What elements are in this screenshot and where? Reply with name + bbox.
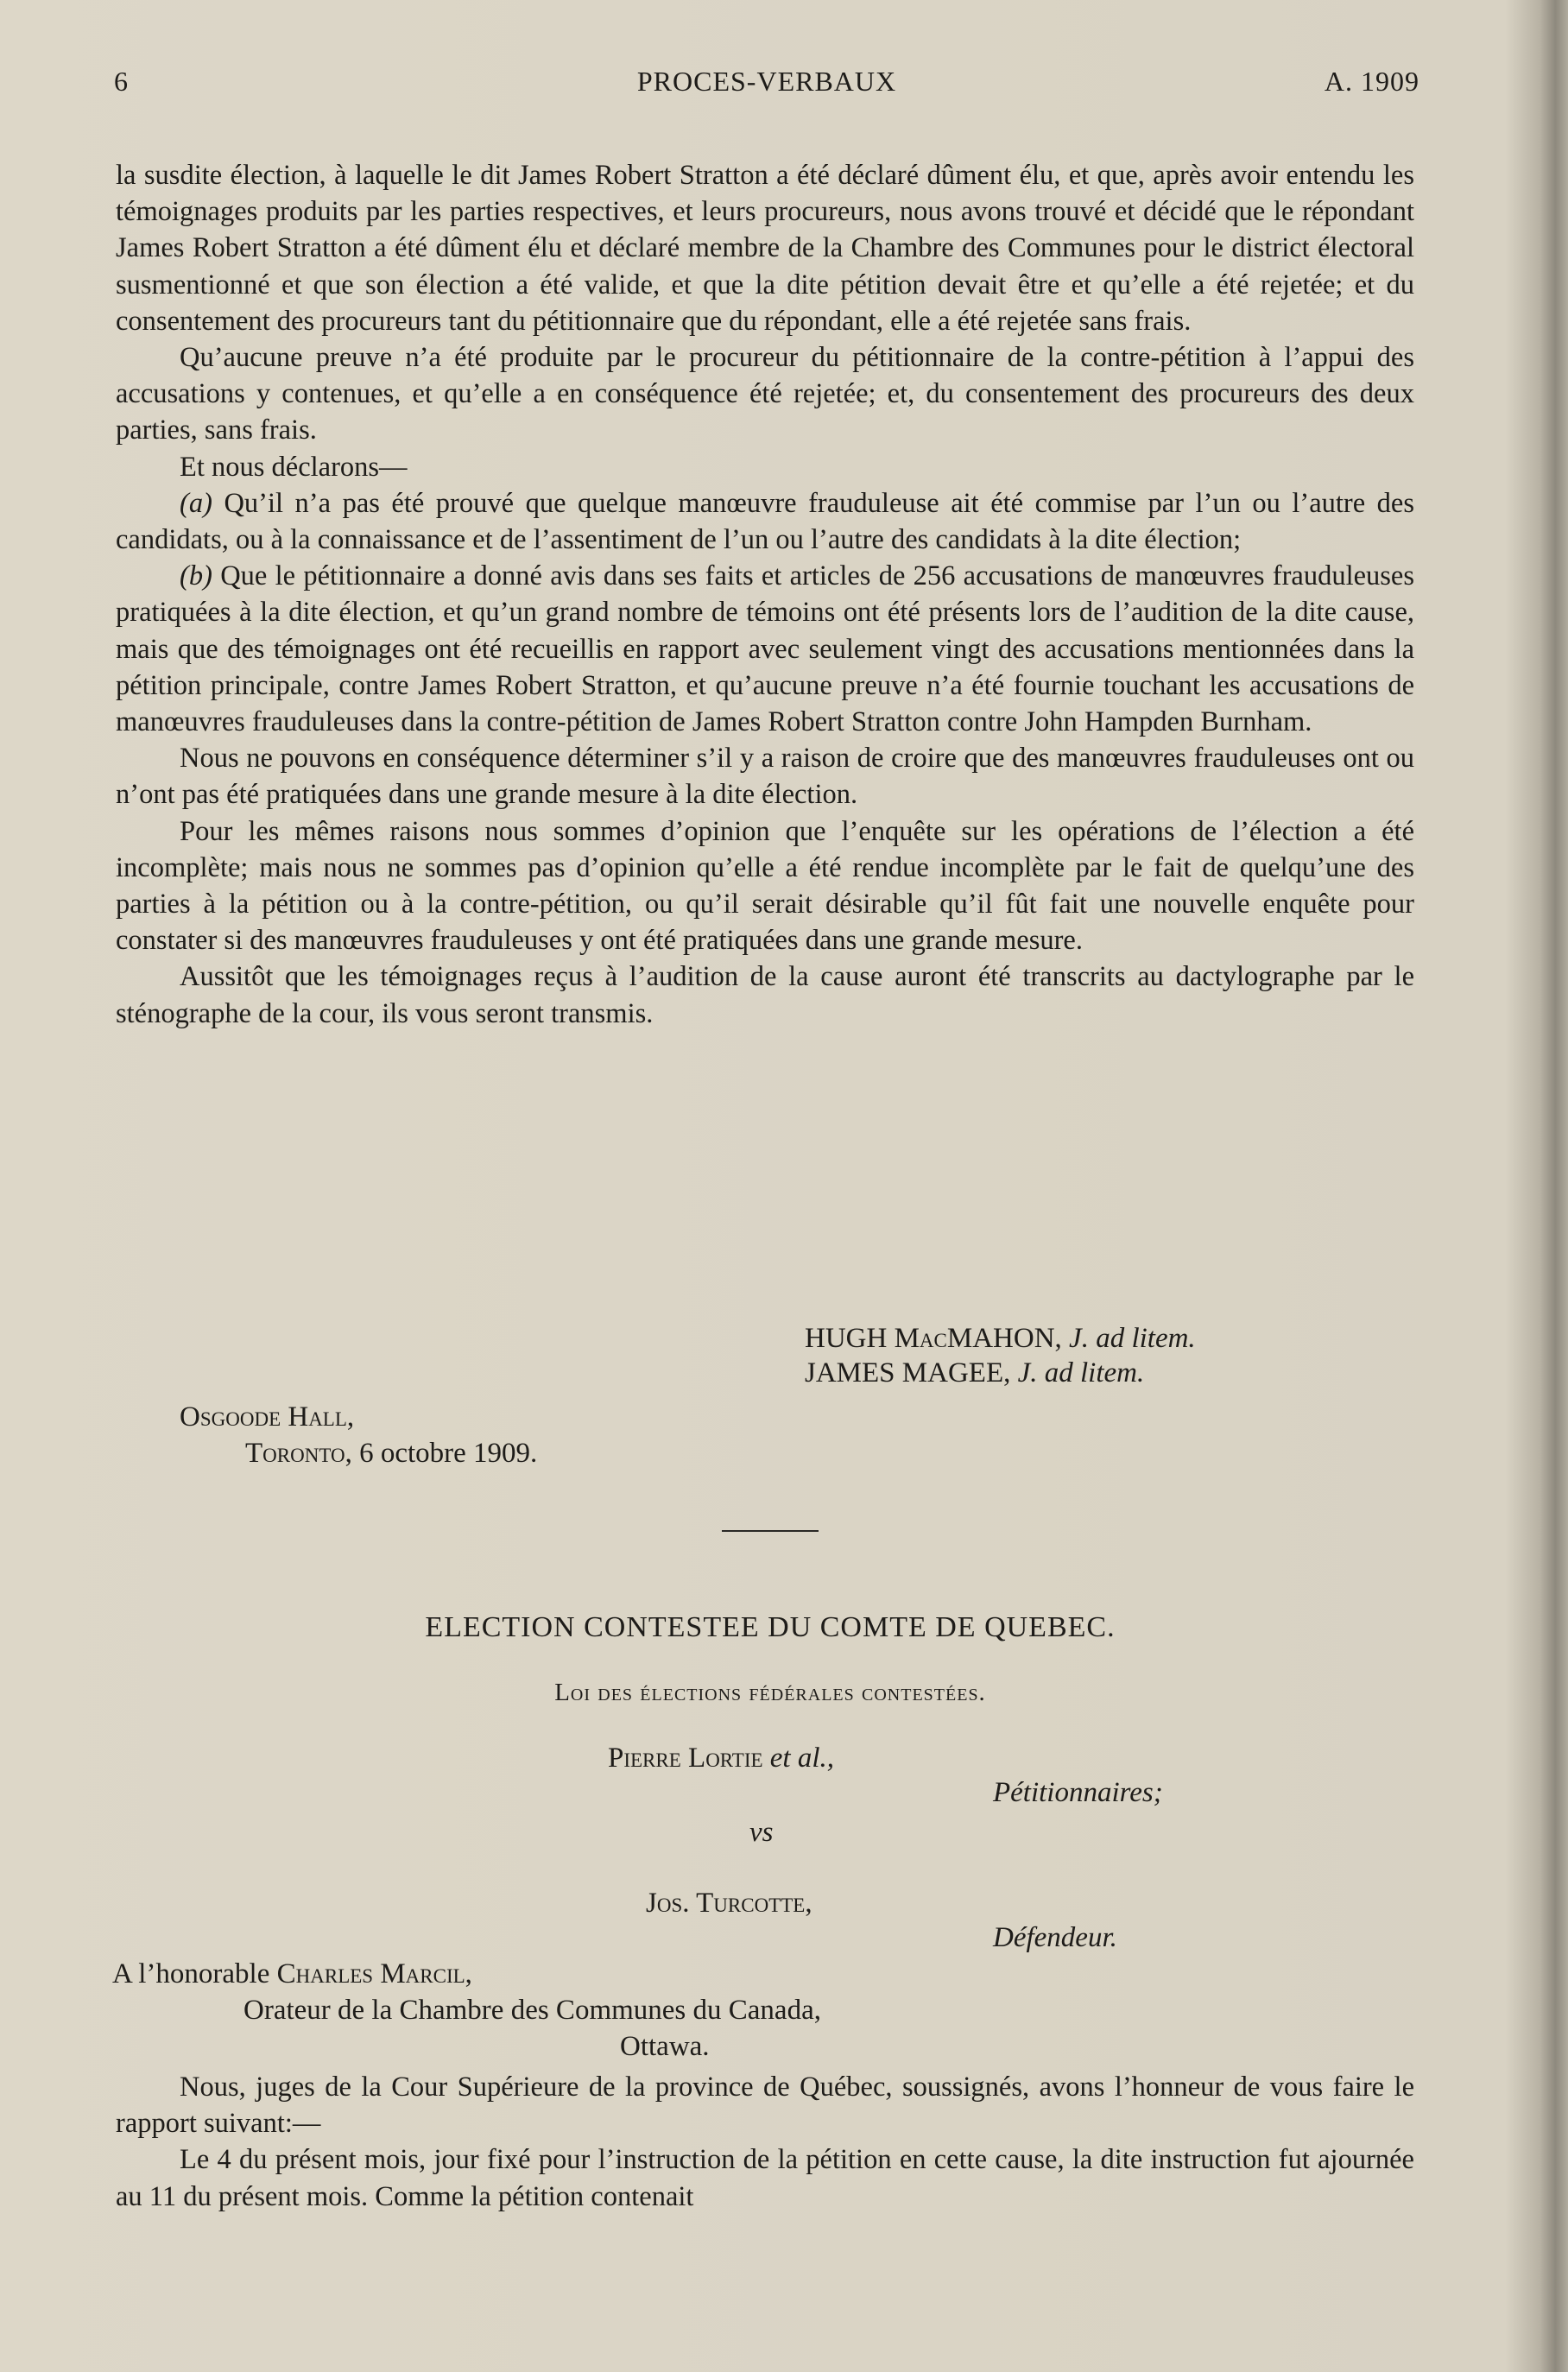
paragraph: Qu’aucune preuve n’a été produite par le procureur du pétitionnaire de la contre-pétition à l’appui des accusations y contenues, et qu’elle a en conséquence été rejetée; et, du consentement des procureurs des deux parties, sans frais. — [116, 342, 1414, 446]
signature-block — [805, 1321, 1196, 1390]
paragraph: Nous, juges de la Cour Supérieure de la province de Québec, soussignés, avons l’honneur de vous faire le rapport suivant:— — [116, 2072, 1414, 2140]
judge-role: J. ad litem. — [1017, 1357, 1145, 1388]
judge-role: J. ad litem. — [1069, 1323, 1196, 1354]
place-date — [180, 1399, 537, 1471]
paragraph: Pour les mêmes raisons nous sommes d’opinion que l’enquête sur les opérations de l’élection a été incomplète; mais nous ne sommes pas d’opinion qu’elle a été rendue incomplète par le fait de quelqu’une des parties à la pétition ou à la contre-pétition, ou qu’il serait désirable qu’il fût fait une nouvelle enquête pour constater si des manœuvres frauduleuses y ont été pratiquées dans une grande mesure. — [116, 815, 1414, 957]
section-title: ELECTION CONTESTEE DU COMTE DE QUEBEC. — [425, 1611, 1116, 1643]
date-line — [180, 1435, 537, 1471]
paragraph-a — [116, 485, 1414, 558]
paragraph-text: Que le pétitionnaire a donné avis dans ses faits et articles de 256 accusations de manœuvres frauduleuses pratiquées à la dite élection, et qu’un grand nombre de témoins ont été présents lors de l’audition de la dite cause, mais que des témoignages ont été recueillis en rapport avec seulement vingt des accusations mentionnées dans la pétition principale, contre James Robert Stratton, et qu’aucune preuve n’a été fournie touchant les accusations de manœuvres frauduleuses dans la contre-pétition de James Robert Stratton contre John Hampden Burnham. — [116, 560, 1415, 738]
paragraph: Le 4 du présent mois, jour fixé pour l’instruction de la pétition en cette cause, la dite instruction fut ajournée au 11 du présent mois. Comme la pétition contenait — [116, 2144, 1414, 2212]
report-body — [116, 157, 1414, 1032]
paragraph: la susdite élection, à laquelle le dit James Robert Stratton a été déclaré dûment élu, et que, après avoir entendu les témoignages produits par les parties respectives, et leurs procureurs, nous avons trouvé et décidé que le répondant James Robert Stratton a été dûment élu et déclaré membre de la Chambre des Communes pour le district électoral susmentionné et que son élection a été valide, et que la dite pétition devait être et qu’elle a été rejetée; et du consentement des procureurs tant du pétitionnaire que du répondant, elle a été rejetée sans frais. — [116, 160, 1414, 337]
year-label: A. 1909 — [1324, 66, 1419, 97]
addressee-prefix: A l’honorable — [112, 1958, 270, 1989]
signature-magee — [805, 1356, 1196, 1390]
addressee-city: Ottawa. — [620, 2031, 710, 2062]
city: Toronto, — [245, 1438, 352, 1469]
law-subtitle: Loi des élections fédérales contestées. — [554, 1679, 986, 1706]
paragraph: Et nous déclarons— — [180, 451, 408, 483]
petitioner-name: Pierre Lortie — [608, 1743, 763, 1774]
judge-name: JAMES MAGEE, — [805, 1357, 1011, 1388]
item-marker: (a) — [180, 487, 212, 519]
versus: vs — [749, 1817, 774, 1848]
paragraph: Nous ne pouvons en conséquence déterminer s’il y a raison de croire que des manœuvres frauduleuses ont ou n’ont pas été pratiquées dans une grande mesure à la dite élection. — [116, 743, 1414, 811]
page-header — [114, 66, 1419, 107]
addressee-name: Charles Marcil, — [276, 1958, 472, 1989]
paragraph: Aussitôt que les témoignages reçus à l’audition de la cause auront été transcrits au dactylographe par le sténographe de la cour, ils vous seront transmis. — [116, 961, 1414, 1029]
report-body-2 — [116, 2069, 1414, 2215]
addressee — [112, 1958, 472, 1990]
petitioner-role: Pétitionnaires; — [993, 1777, 1163, 1808]
petitioner-etal: et al., — [769, 1743, 835, 1774]
paragraph-text: Qu’il n’a pas été prouvé que quelque manœuvre frauduleuse ait été commise par l’un ou l’autre des candidats, ou à la connaissance et de l’assentiment de l’un ou l’autre des candidats à la dite élection; — [116, 487, 1415, 556]
running-title: PROCES-VERBAUX — [636, 66, 897, 97]
signature-macmahon — [805, 1321, 1196, 1356]
section-divider — [722, 1530, 819, 1532]
date: 6 octobre 1909. — [359, 1438, 538, 1469]
addressee-title: Orateur de la Chambre des Communes du Canada, — [243, 1995, 821, 2026]
place-line: Osgoode Hall, — [180, 1401, 355, 1433]
page-number: 6 — [114, 66, 129, 97]
item-marker: (b) — [180, 560, 212, 592]
petitioner — [608, 1743, 834, 1774]
defendant-name: Jos. Turcotte, — [646, 1888, 812, 1919]
defendant-role: Défendeur. — [993, 1922, 1117, 1953]
paragraph-b — [116, 558, 1414, 740]
judge-name: HUGH MacMAHON, — [805, 1323, 1062, 1354]
